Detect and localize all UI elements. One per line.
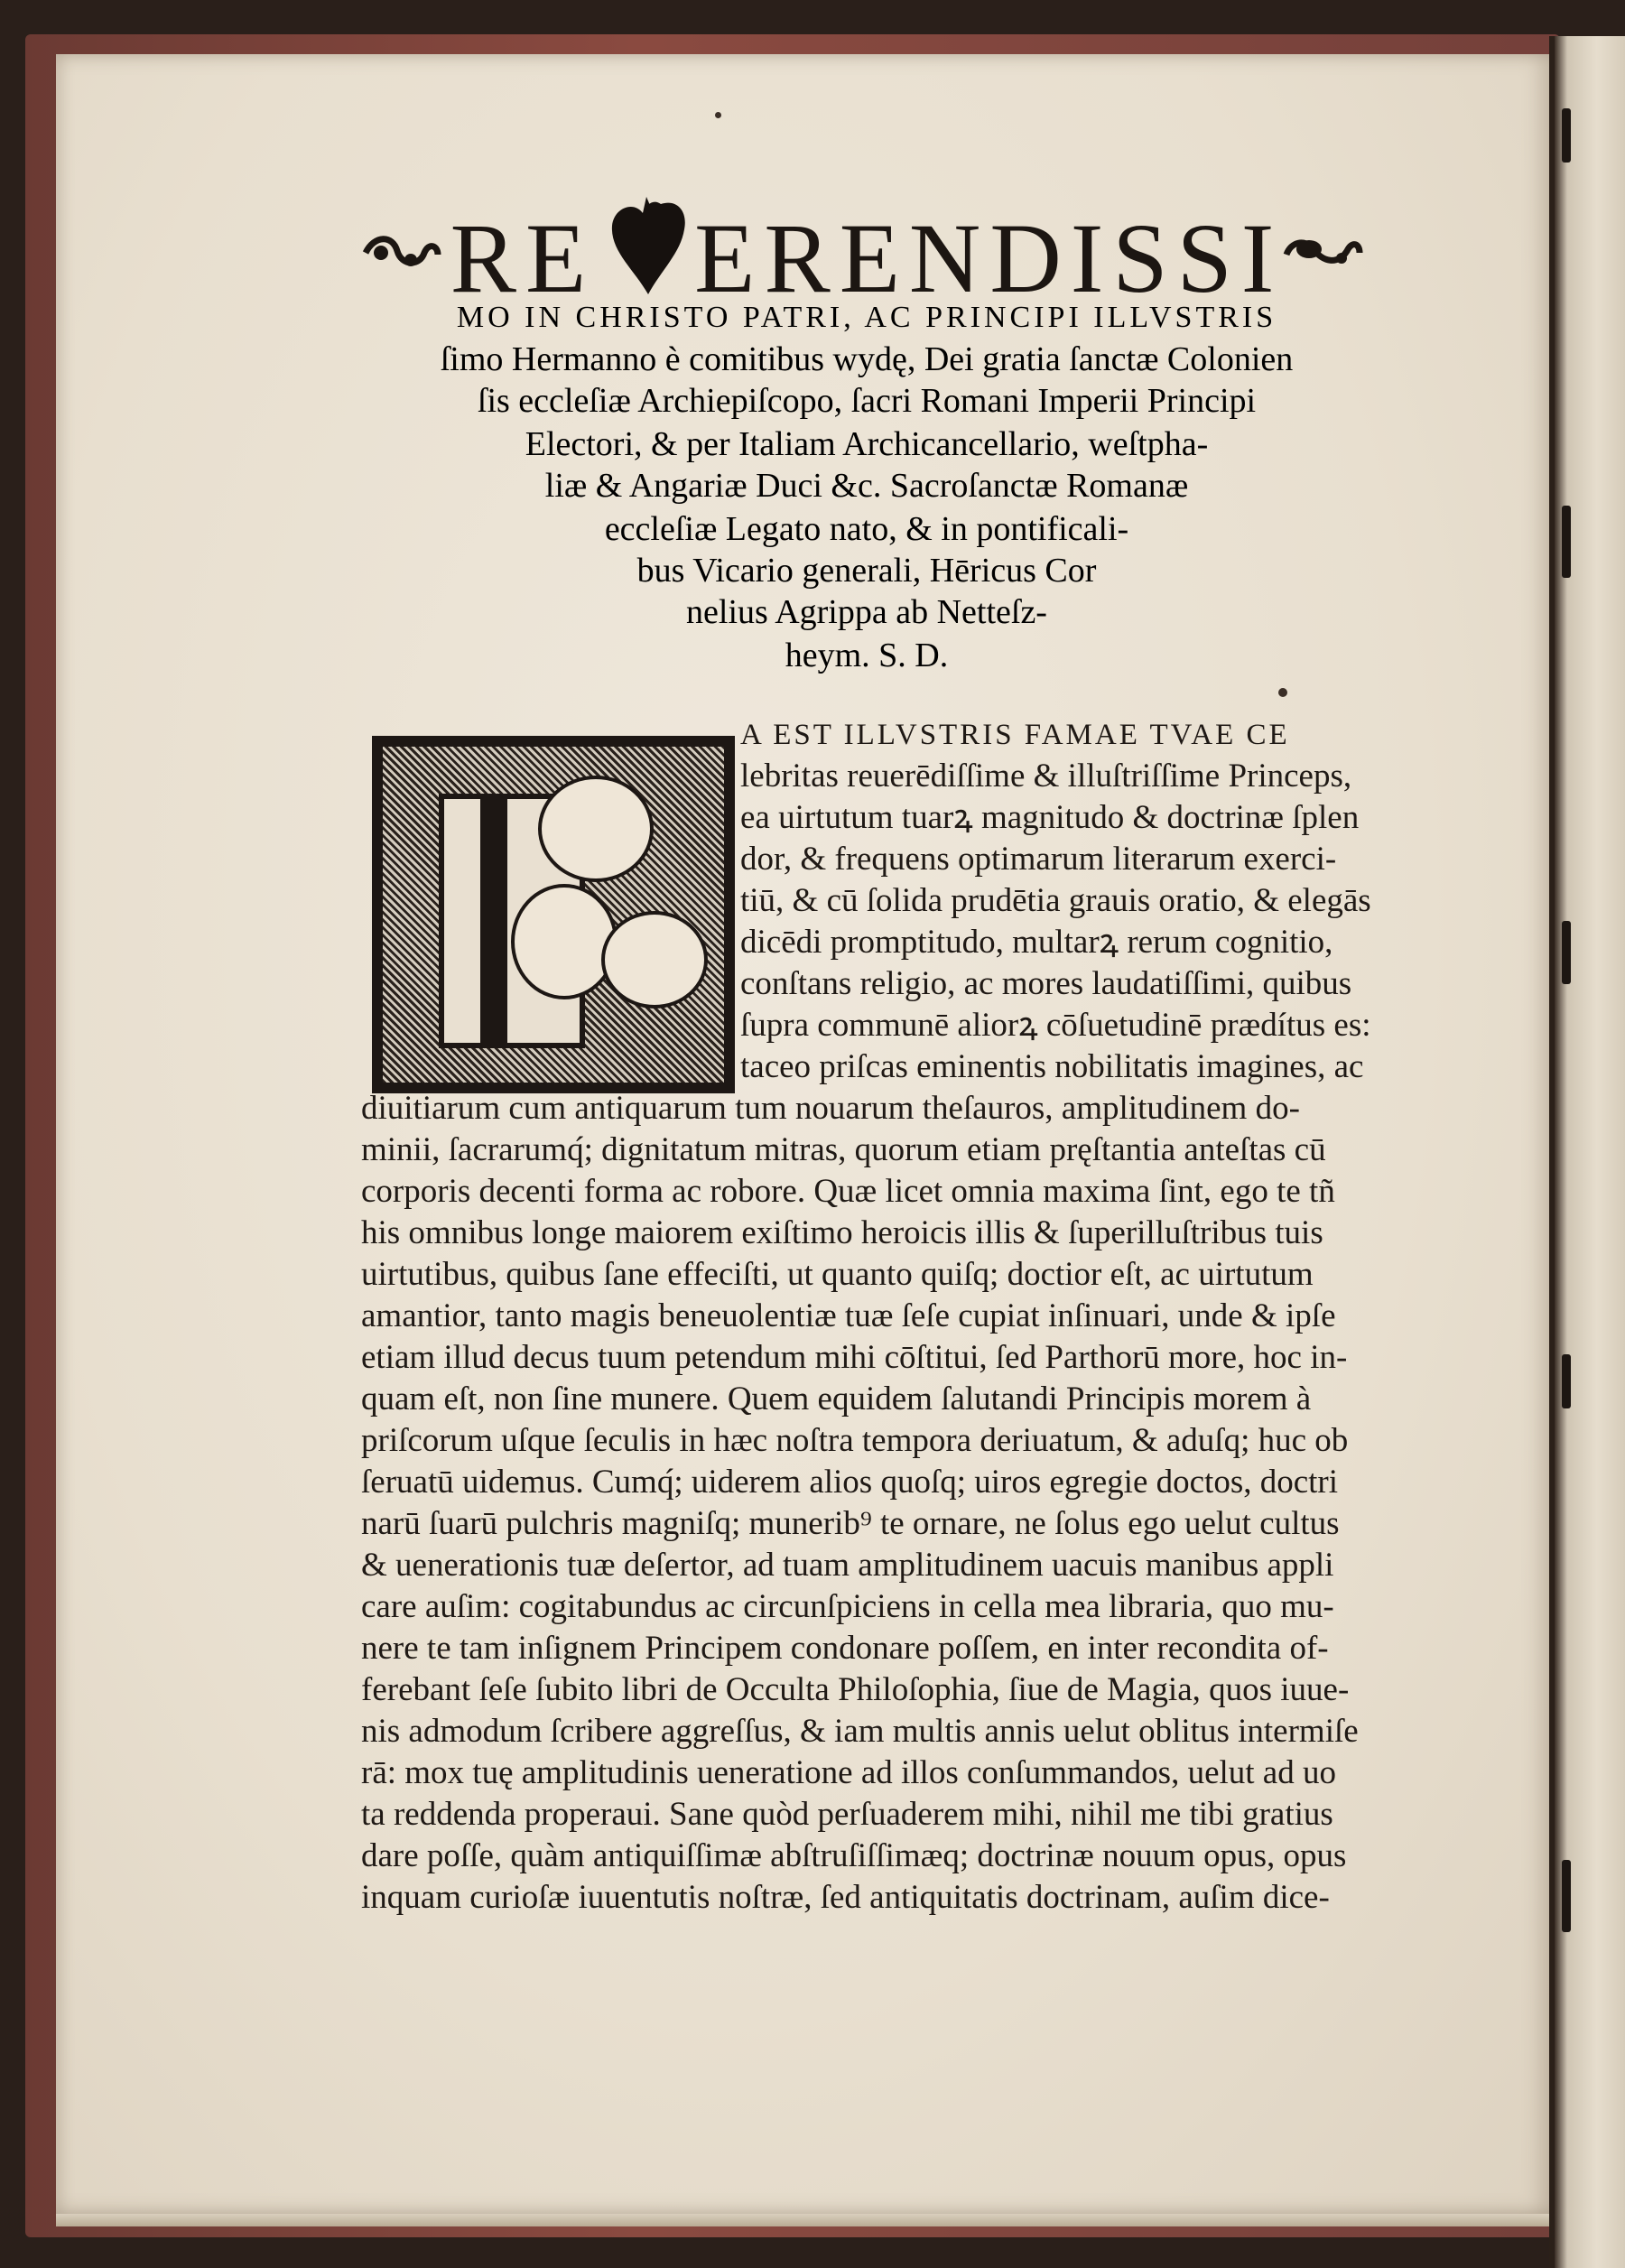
body-line: corporis decenti forma ac robore. Quæ licet omnia maxima ſint, ego te tñ <box>361 1173 1335 1210</box>
ink-speck <box>715 112 721 118</box>
ink-speck <box>1278 688 1287 697</box>
body-line: inquam curioſæ iuuentutis noſtræ, ſed antiquitatis doctrinam, auſim dice- <box>361 1879 1330 1916</box>
body-line: ta reddenda properaui. Sane quòd perſuaderem mihi, nihil me tibi gratius <box>361 1796 1333 1833</box>
body-line: priſcorum uſque ſeculis in hæc noſtra tempora deriuatum, & aduſq; huc ob <box>361 1422 1349 1459</box>
body-line: diuitiarum cum antiquarum tum nouarum theſauros, amplitudinem do- <box>361 1090 1300 1127</box>
heading-line-1: MO IN CHRISTO PATRI, AC PRINCIPI ILLVSTRIS <box>456 301 1277 334</box>
heading-line-4: Electori, & per Italiam Archicancellario, weſtpha- <box>525 425 1209 463</box>
body-line: ſupra communē aliorꝝ cōſuetudinē prædítus es: <box>740 1007 1371 1044</box>
body-line: ſeruatū uidemus. Cumq́; uiderem alios quoſq; uiros egregie doctos, doctri <box>361 1464 1339 1501</box>
page-marker <box>1562 506 1571 578</box>
heading-line-2: ſimo Hermanno è comitibus wydę, Dei gratia ſanctæ Colonien <box>440 340 1294 378</box>
body-line: his omnibus longe maiorem exiſtimo heroicis illis & ſuperilluſtribus tuis <box>361 1214 1323 1251</box>
body-line: A EST ILLVSTRIS FAMAE TVAE CE <box>740 719 1290 751</box>
body-line: narū ſuarū pulchris magniſq; munerib⁹ te ornare, ne ſolus ego uelut cultus <box>361 1505 1340 1542</box>
body-line: nere te tam inſignem Principem condonare poſſem, en inter recondita of- <box>361 1630 1329 1667</box>
cherub-figure-icon <box>601 911 708 1009</box>
facing-page-edge <box>1555 36 1625 2268</box>
body-line: care auſim: cogitabundus ac circunſpiciens in cella mea libraria, quo mu- <box>361 1588 1334 1625</box>
body-line: minii, ſacrarumq́; dignitatum mitras, quorum etiam pręſtantia anteſtas cū <box>361 1131 1326 1168</box>
body-line: dicēdi promptitudo, multarꝝ rerum cognitio, <box>740 924 1333 961</box>
heading-line-3: ſis eccleſiæ Archiepiſcopo, ſacri Romani Imperii Principi <box>477 382 1257 420</box>
body-line: tiū, & cū ſolida prudētia grauis oratio, & elegās <box>740 882 1371 919</box>
body-line: dor, & frequens optimarum literarum exerci- <box>740 841 1337 878</box>
heading-line-9: heym. S. D. <box>785 637 949 674</box>
page-marker <box>1562 1354 1571 1408</box>
historiated-initial-e <box>372 736 735 1093</box>
heading-line-5: liæ & Angariæ Duci &c. Sacroſanctæ Romanæ <box>544 467 1189 505</box>
cherub-figure-icon <box>538 776 654 882</box>
body-line: taceo priſcas eminentis nobilitatis imagines, ac <box>740 1048 1364 1085</box>
body-line: amantior, tanto magis beneuolentiæ tuæ ſeſe cupiat inſinuari, unde & ipſe <box>361 1297 1336 1334</box>
heading-line-6: eccleſiæ Legato nato, & in pontificali- <box>604 510 1129 548</box>
body-line: quam eſt, non ſine munere. Quem equidem ſalutandi Principis morem à <box>361 1380 1312 1418</box>
body-line: etiam illud decus tuum petendum mihi cōſtitui, ſed Parthorū more, hoc in- <box>361 1339 1348 1376</box>
body-line: rā: mox tuę amplitudinis ueneratione ad illos conſummandos, uelut ad uo <box>361 1754 1336 1791</box>
heading-line-7: bus Vicario generali, Hēricus Cor <box>636 552 1097 590</box>
page-marker <box>1562 108 1571 163</box>
page-marker <box>1562 921 1571 984</box>
cherub-figure-icon <box>511 884 618 999</box>
body-line: ea uirtutum tuarꝝ magnitudo & doctrinæ ſplen <box>740 799 1360 836</box>
body-line: dare poſſe, quàm antiquiſſimæ abſtruſiſſimæq; doctrinæ nouum opus, opus <box>361 1837 1347 1874</box>
body-line: lebritas reuerēdiſſime & illuſtriſſime Princeps, <box>740 758 1352 795</box>
title-left: RE <box>450 203 596 313</box>
page-edge <box>56 2214 1555 2226</box>
page-marker <box>1562 1860 1571 1932</box>
body-line: nis admodum ſcribere aggreſſus, & iam multis annis uelut oblitus intermiſe <box>361 1713 1359 1750</box>
heart-ornament-icon <box>607 197 690 296</box>
body-line: uirtutibus, quibus ſane effeciſti, ut quanto quiſq; doctior eſt, ac uirtutum <box>361 1256 1314 1293</box>
body-line: ferebant ſeſe ſubito libri de Occulta Philoſophia, ſiue de Magia, quos iuue- <box>361 1671 1350 1708</box>
body-line: conſtans religio, ac mores laudatiſſimi, quibus <box>740 965 1352 1002</box>
body-line: & uenerationis tuæ deſertor, ad tuam amplitudinem uacuis manibus appli <box>361 1547 1334 1584</box>
title-right: ERENDISSI <box>694 203 1284 313</box>
heading-line-8: nelius Agrippa ab Netteſz- <box>686 593 1047 631</box>
